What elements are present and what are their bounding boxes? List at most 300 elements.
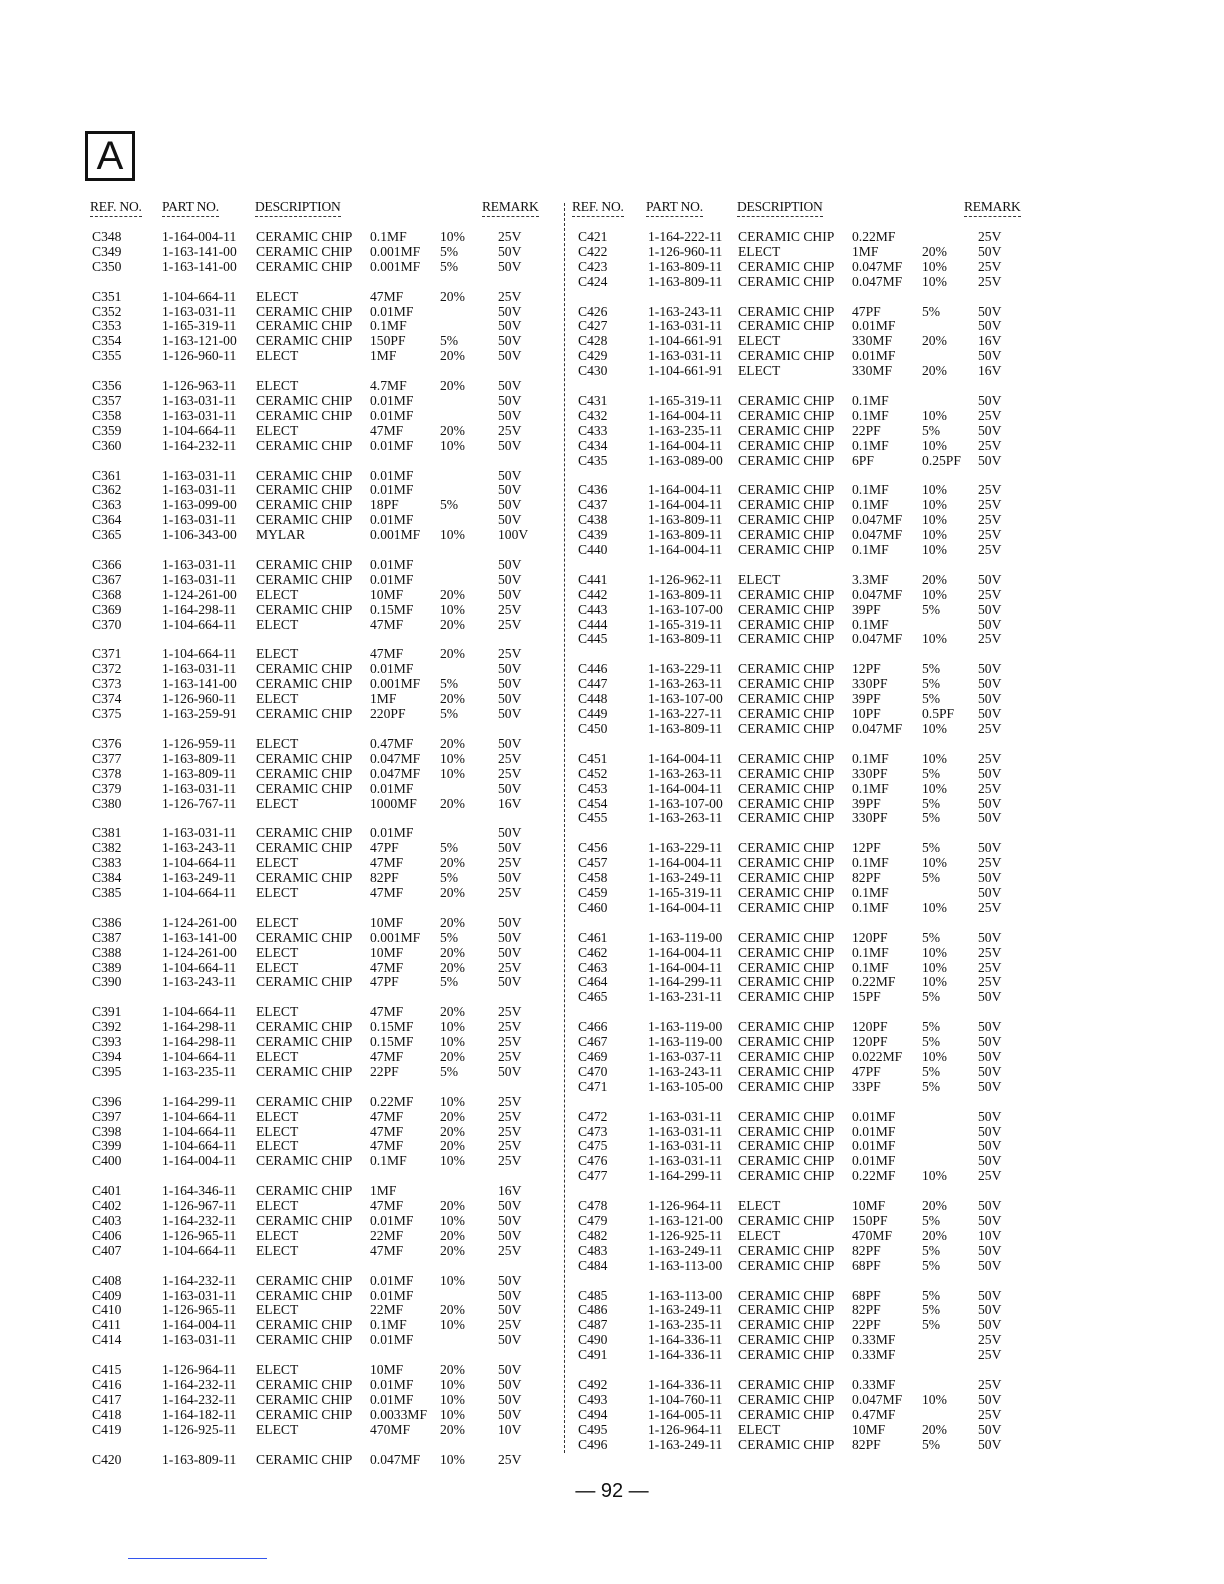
parts-row [84,886,554,901]
cell-value: 10MF [370,586,404,602]
parts-row [566,1214,1036,1229]
cell-ref-no: C358 [92,407,122,423]
cell-remark: 50V [978,1108,1002,1124]
cell-ref-no: C457 [578,855,608,871]
cell-part-no: 1-163-231-11 [648,989,723,1005]
cell-ref-no: C445 [578,631,608,647]
cell-description: CERAMIC CHIP [738,974,835,990]
parts-row [84,737,554,752]
cell-remark: 50V [498,1332,522,1348]
cell-remark: 50V [978,571,1002,587]
cell-ref-no: C461 [578,929,608,945]
parts-row [566,901,1036,916]
cell-description: ELECT [256,691,299,707]
cell-tolerance: 20% [440,691,465,707]
cell-ref-no: C455 [578,810,608,826]
parts-group [84,1453,554,1468]
parts-row [566,1348,1036,1363]
cell-value: 220PF [370,706,406,722]
cell-part-no: 1-126-767-11 [162,795,237,811]
cell-part-no: 1-164-336-11 [648,1347,723,1363]
parts-group [566,230,1036,290]
cell-value: 47MF [370,422,404,438]
parts-row [566,439,1036,454]
parts-row [566,662,1036,677]
cell-tolerance: 5% [440,706,459,722]
cell-tolerance: 20% [440,1004,465,1020]
parts-row [566,1408,1036,1423]
cell-ref-no: C421 [578,229,608,244]
cell-ref-no: C486 [578,1302,608,1318]
parts-row [84,692,554,707]
parts-row [84,230,554,245]
cell-remark: 50V [498,407,522,423]
cell-value: 10MF [370,1362,404,1378]
cell-remark: 50V [978,1257,1002,1273]
cell-remark: 25V [498,1153,522,1169]
parts-row [84,961,554,976]
cell-part-no: 1-163-809-11 [648,720,723,736]
cell-ref-no: C386 [92,914,122,930]
cell-tolerance: 10% [922,631,947,647]
cell-value: 0.1MF [852,482,889,498]
parts-row [566,245,1036,260]
cell-remark: 50V [978,884,1002,900]
parts-row [84,290,554,305]
cell-value: 0.33MF [852,1332,896,1348]
header-description: DESCRIPTION [737,199,823,217]
parts-row [566,1035,1036,1050]
header-part-no: PART NO. [646,199,703,217]
cell-description: CERAMIC CHIP [738,1347,835,1363]
cell-part-no: 1-163-031-11 [162,661,237,677]
cell-description: CERAMIC CHIP [738,482,835,498]
cell-value: 0.01MF [852,1138,896,1154]
cell-description: CERAMIC CHIP [738,1063,835,1079]
cell-tolerance: 5% [922,1212,941,1228]
cell-part-no: 1-163-031-11 [648,318,723,334]
cell-remark: 50V [498,825,522,841]
cell-value: 47MF [370,1123,404,1139]
parts-row [84,931,554,946]
cell-tolerance: 10% [440,1019,465,1035]
parts-group [566,483,1036,557]
cell-part-no: 1-164-182-11 [162,1406,237,1422]
cell-ref-no: C430 [578,363,608,379]
cell-value: 22PF [370,1063,399,1079]
cell-tolerance: 10% [922,944,947,960]
cell-value: 1MF [852,243,879,259]
cell-ref-no: C349 [92,243,122,259]
cell-ref-no: C431 [578,393,608,409]
parts-group [566,1020,1036,1094]
cell-value: 0.1MF [852,497,889,513]
cell-description: CERAMIC CHIP [256,601,353,617]
cell-description: CERAMIC CHIP [738,884,835,900]
cell-ref-no: C369 [92,601,122,617]
cell-ref-no: C373 [92,676,122,692]
cell-tolerance: 5% [922,676,941,692]
cell-remark: 25V [498,855,522,871]
cell-ref-no: C385 [92,884,122,900]
cell-value: 0.047MF [370,750,421,766]
cell-remark: 25V [978,780,1002,796]
cell-ref-no: C428 [578,333,608,349]
cell-remark: 50V [978,1019,1002,1035]
cell-value: 10MF [852,1198,886,1214]
cell-part-no: 1-104-664-11 [162,1108,237,1124]
cell-part-no: 1-104-664-11 [162,288,237,304]
cell-value: 0.047MF [852,273,903,289]
parts-row [84,439,554,454]
parts-row [566,573,1036,588]
cell-description: CERAMIC CHIP [256,1406,353,1422]
parts-row [566,424,1036,439]
cell-remark: 50V [978,929,1002,945]
parts-row [84,1289,554,1304]
cell-remark: 50V [978,1034,1002,1050]
cell-tolerance: 20% [440,1138,465,1154]
cell-ref-no: C415 [92,1362,122,1378]
parts-group [84,737,554,811]
cell-ref-no: C382 [92,840,122,856]
cell-tolerance: 20% [440,795,465,811]
cell-tolerance: 10% [922,497,947,513]
parts-group [84,469,554,543]
cell-value: 0.01MF [370,1272,414,1288]
cell-tolerance: 10% [922,437,947,453]
parts-row [84,469,554,484]
cell-remark: 25V [978,1347,1002,1363]
cell-value: 10PF [852,706,881,722]
cell-tolerance: 10% [922,482,947,498]
cell-description: ELECT [256,646,299,662]
parts-row [84,871,554,886]
cell-value: 33PF [852,1078,881,1094]
cell-ref-no: C464 [578,974,608,990]
cell-ref-no: C390 [92,974,122,990]
cell-part-no: 1-164-004-11 [648,542,723,558]
parts-row [566,1020,1036,1035]
cell-remark: 50V [978,661,1002,677]
cell-ref-no: C495 [578,1421,608,1437]
cell-remark: 50V [978,1242,1002,1258]
cell-part-no: 1-104-664-11 [162,1004,237,1020]
cell-value: 0.01MF [852,318,896,334]
parts-row [566,1303,1036,1318]
cell-remark: 50V [978,1302,1002,1318]
cell-remark: 50V [498,1362,522,1378]
cell-tolerance: 20% [440,1302,465,1318]
parts-row [566,454,1036,469]
cell-part-no: 1-163-031-11 [648,348,723,364]
cell-description: CERAMIC CHIP [738,1034,835,1050]
cell-remark: 25V [978,586,1002,602]
header-description: DESCRIPTION [255,199,341,217]
cell-description: CERAMIC CHIP [256,1391,353,1407]
cell-description: CERAMIC CHIP [738,303,835,319]
cell-remark: 25V [978,631,1002,647]
cell-value: 0.01MF [370,512,414,528]
cell-remark: 50V [978,1421,1002,1437]
parts-group [566,1378,1036,1452]
cell-description: CERAMIC CHIP [256,1287,353,1303]
cell-description: ELECT [738,333,781,349]
cell-description: CERAMIC CHIP [256,929,353,945]
cell-part-no: 1-163-119-00 [648,1019,723,1035]
cell-description: CERAMIC CHIP [256,243,353,259]
parts-group [566,1289,1036,1363]
cell-tolerance: 5% [922,810,941,826]
cell-part-no: 1-163-031-11 [162,1332,237,1348]
cell-value: 47PF [852,1063,881,1079]
cell-remark: 50V [498,1063,522,1079]
cell-tolerance: 10% [922,1048,947,1064]
cell-remark: 50V [498,467,522,483]
cell-description: CERAMIC CHIP [738,542,835,558]
cell-ref-no: C482 [578,1227,608,1243]
parts-row [566,409,1036,424]
cell-value: 82PF [852,1302,881,1318]
cell-description: CERAMIC CHIP [738,959,835,975]
cell-ref-no: C376 [92,735,122,751]
cell-description: CERAMIC CHIP [738,601,835,617]
cell-ref-no: C432 [578,407,608,423]
cell-part-no: 1-163-031-11 [162,512,237,528]
parts-group [566,1199,1036,1273]
cell-part-no: 1-104-760-11 [648,1391,723,1407]
cell-description: CERAMIC CHIP [738,586,835,602]
cell-description: CERAMIC CHIP [738,273,835,289]
cell-part-no: 1-164-004-11 [648,944,723,960]
cell-ref-no: C438 [578,512,608,528]
parts-row [566,975,1036,990]
cell-part-no: 1-104-664-11 [162,959,237,975]
cell-part-no: 1-126-925-11 [648,1227,723,1243]
cell-ref-no: C363 [92,497,122,513]
cell-part-no: 1-163-809-11 [648,273,723,289]
cell-value: 15PF [852,989,881,1005]
cell-description: CERAMIC CHIP [738,1406,835,1422]
cell-ref-no: C351 [92,288,122,304]
cell-value: 68PF [852,1287,881,1303]
cell-tolerance: 10% [922,586,947,602]
cell-ref-no: C414 [92,1332,122,1348]
cell-tolerance: 10% [922,542,947,558]
cell-part-no: 1-163-809-11 [162,765,237,781]
cell-value: 0.1MF [852,884,889,900]
cell-part-no: 1-163-113-00 [648,1257,723,1273]
cell-part-no: 1-164-336-11 [648,1377,723,1392]
cell-ref-no: C470 [578,1063,608,1079]
cell-part-no: 1-126-964-11 [648,1421,723,1437]
cell-description: CERAMIC CHIP [256,333,353,349]
cell-value: 47MF [370,1004,404,1020]
cell-remark: 50V [498,378,522,394]
cell-description: ELECT [738,1421,781,1437]
cell-part-no: 1-163-141-00 [162,676,237,692]
cell-ref-no: C418 [92,1406,122,1422]
cell-description: CERAMIC CHIP [256,512,353,528]
cell-ref-no: C426 [578,303,608,319]
cell-value: 120PF [852,929,888,945]
cell-part-no: 1-163-107-00 [648,691,723,707]
cell-tolerance: 10% [922,959,947,975]
cell-part-no: 1-163-105-00 [648,1078,723,1094]
cell-part-no: 1-163-121-00 [162,333,237,349]
cell-tolerance: 10% [922,750,947,766]
cell-remark: 50V [498,1212,522,1228]
cell-value: 47MF [370,616,404,632]
cell-ref-no: C484 [578,1257,608,1273]
parts-row [566,752,1036,767]
cell-part-no: 1-164-004-11 [648,780,723,796]
cell-tolerance: 5% [440,676,459,692]
parts-row [84,975,554,990]
cell-part-no: 1-163-107-00 [648,795,723,811]
cell-description: CERAMIC CHIP [256,765,353,781]
cell-remark: 50V [978,452,1002,468]
cell-description: CERAMIC CHIP [256,1332,353,1348]
parts-row [84,826,554,841]
cell-remark: 50V [498,586,522,602]
cell-part-no: 1-163-031-11 [162,482,237,498]
cell-remark: 25V [498,884,522,900]
cell-remark: 50V [498,571,522,587]
cell-value: 0.01MF [370,1377,414,1392]
cell-remark: 16V [498,1183,522,1199]
cell-value: 0.1MF [852,944,889,960]
cell-tolerance: 20% [440,616,465,632]
parts-row [84,1139,554,1154]
cell-value: 0.1MF [852,959,889,975]
cell-description: CERAMIC CHIP [256,1063,353,1079]
cell-tolerance: 10% [440,1406,465,1422]
cell-tolerance: 5% [922,1257,941,1273]
cell-remark: 50V [978,348,1002,364]
cell-remark: 25V [978,944,1002,960]
cell-ref-no: C378 [92,765,122,781]
cell-value: 47PF [370,840,399,856]
cell-value: 0.047MF [370,1451,421,1467]
parts-row [84,245,554,260]
cell-ref-no: C448 [578,691,608,707]
parts-row [566,305,1036,320]
cell-ref-no: C375 [92,706,122,722]
parts-row [566,230,1036,245]
cell-ref-no: C407 [92,1242,122,1258]
cell-part-no: 1-104-664-11 [162,1138,237,1154]
cell-description: CERAMIC CHIP [256,1019,353,1035]
cell-part-no: 1-163-243-11 [648,1063,723,1079]
cell-remark: 25V [498,1019,522,1035]
cell-description: CERAMIC CHIP [738,1332,835,1348]
parts-row [84,1035,554,1050]
cell-value: 12PF [852,661,881,677]
cell-remark: 50V [498,1272,522,1288]
cell-value: 0.001MF [370,676,421,692]
cell-part-no: 1-163-263-11 [648,810,723,826]
cell-value: 0.01MF [370,571,414,587]
cell-tolerance: 10% [440,1034,465,1050]
cell-remark: 25V [978,527,1002,543]
cell-value: 47MF [370,1048,404,1064]
cell-part-no: 1-164-298-11 [162,601,237,617]
cell-tolerance: 20% [440,348,465,364]
cell-ref-no: C479 [578,1212,608,1228]
cell-remark: 50V [498,393,522,409]
cell-ref-no: C368 [92,586,122,602]
cell-ref-no: C436 [578,482,608,498]
cell-part-no: 1-163-259-91 [162,706,237,722]
cell-description: CERAMIC CHIP [738,1302,835,1318]
cell-ref-no: C462 [578,944,608,960]
column-divider [564,203,565,1453]
cell-part-no: 1-126-960-11 [648,243,723,259]
cell-value: 0.1MF [852,542,889,558]
cell-description: CERAMIC CHIP [256,1377,353,1392]
parts-row [84,260,554,275]
cell-description: ELECT [256,1302,299,1318]
parts-row [566,364,1036,379]
cell-ref-no: C496 [578,1436,608,1452]
cell-description: CERAMIC CHIP [256,1153,353,1169]
cell-ref-no: C449 [578,706,608,722]
cell-tolerance: 0.25PF [922,452,961,468]
cell-description: CERAMIC CHIP [256,1451,353,1467]
cell-description: CERAMIC CHIP [738,661,835,677]
cell-description: ELECT [738,1198,781,1214]
cell-remark: 50V [498,497,522,513]
parts-row [84,1154,554,1169]
cell-tolerance: 20% [440,959,465,975]
cell-remark: 50V [978,691,1002,707]
cell-ref-no: C397 [92,1108,122,1124]
parts-row [566,275,1036,290]
cell-value: 150PF [370,333,406,349]
cell-value: 0.22MF [852,1168,896,1184]
cell-description: ELECT [256,1198,299,1214]
parts-row [84,558,554,573]
header-ref-no: REF. NO. [572,199,624,217]
cell-tolerance: 20% [922,571,947,587]
cell-remark: 50V [498,1377,522,1392]
cell-remark: 50V [978,1123,1002,1139]
cell-part-no: 1-163-141-00 [162,243,237,259]
parts-row [566,1244,1036,1259]
cell-remark: 25V [498,1138,522,1154]
parts-row [566,1154,1036,1169]
cell-part-no: 1-163-119-00 [648,1034,723,1050]
cell-remark: 25V [978,974,1002,990]
cell-part-no: 1-163-031-11 [162,1287,237,1303]
cell-tolerance: 5% [922,870,941,886]
cell-remark: 25V [498,750,522,766]
cell-tolerance: 5% [922,422,941,438]
parts-row [566,1423,1036,1438]
cell-remark: 50V [498,512,522,528]
cell-part-no: 1-126-925-11 [162,1421,237,1437]
cell-ref-no: C420 [92,1451,122,1467]
parts-row [84,841,554,856]
cell-ref-no: C403 [92,1212,122,1228]
parts-row [566,886,1036,901]
cell-value: 10MF [370,944,404,960]
parts-row [566,513,1036,528]
cell-value: 330MF [852,333,893,349]
cell-ref-no: C380 [92,795,122,811]
cell-remark: 50V [978,1436,1002,1452]
